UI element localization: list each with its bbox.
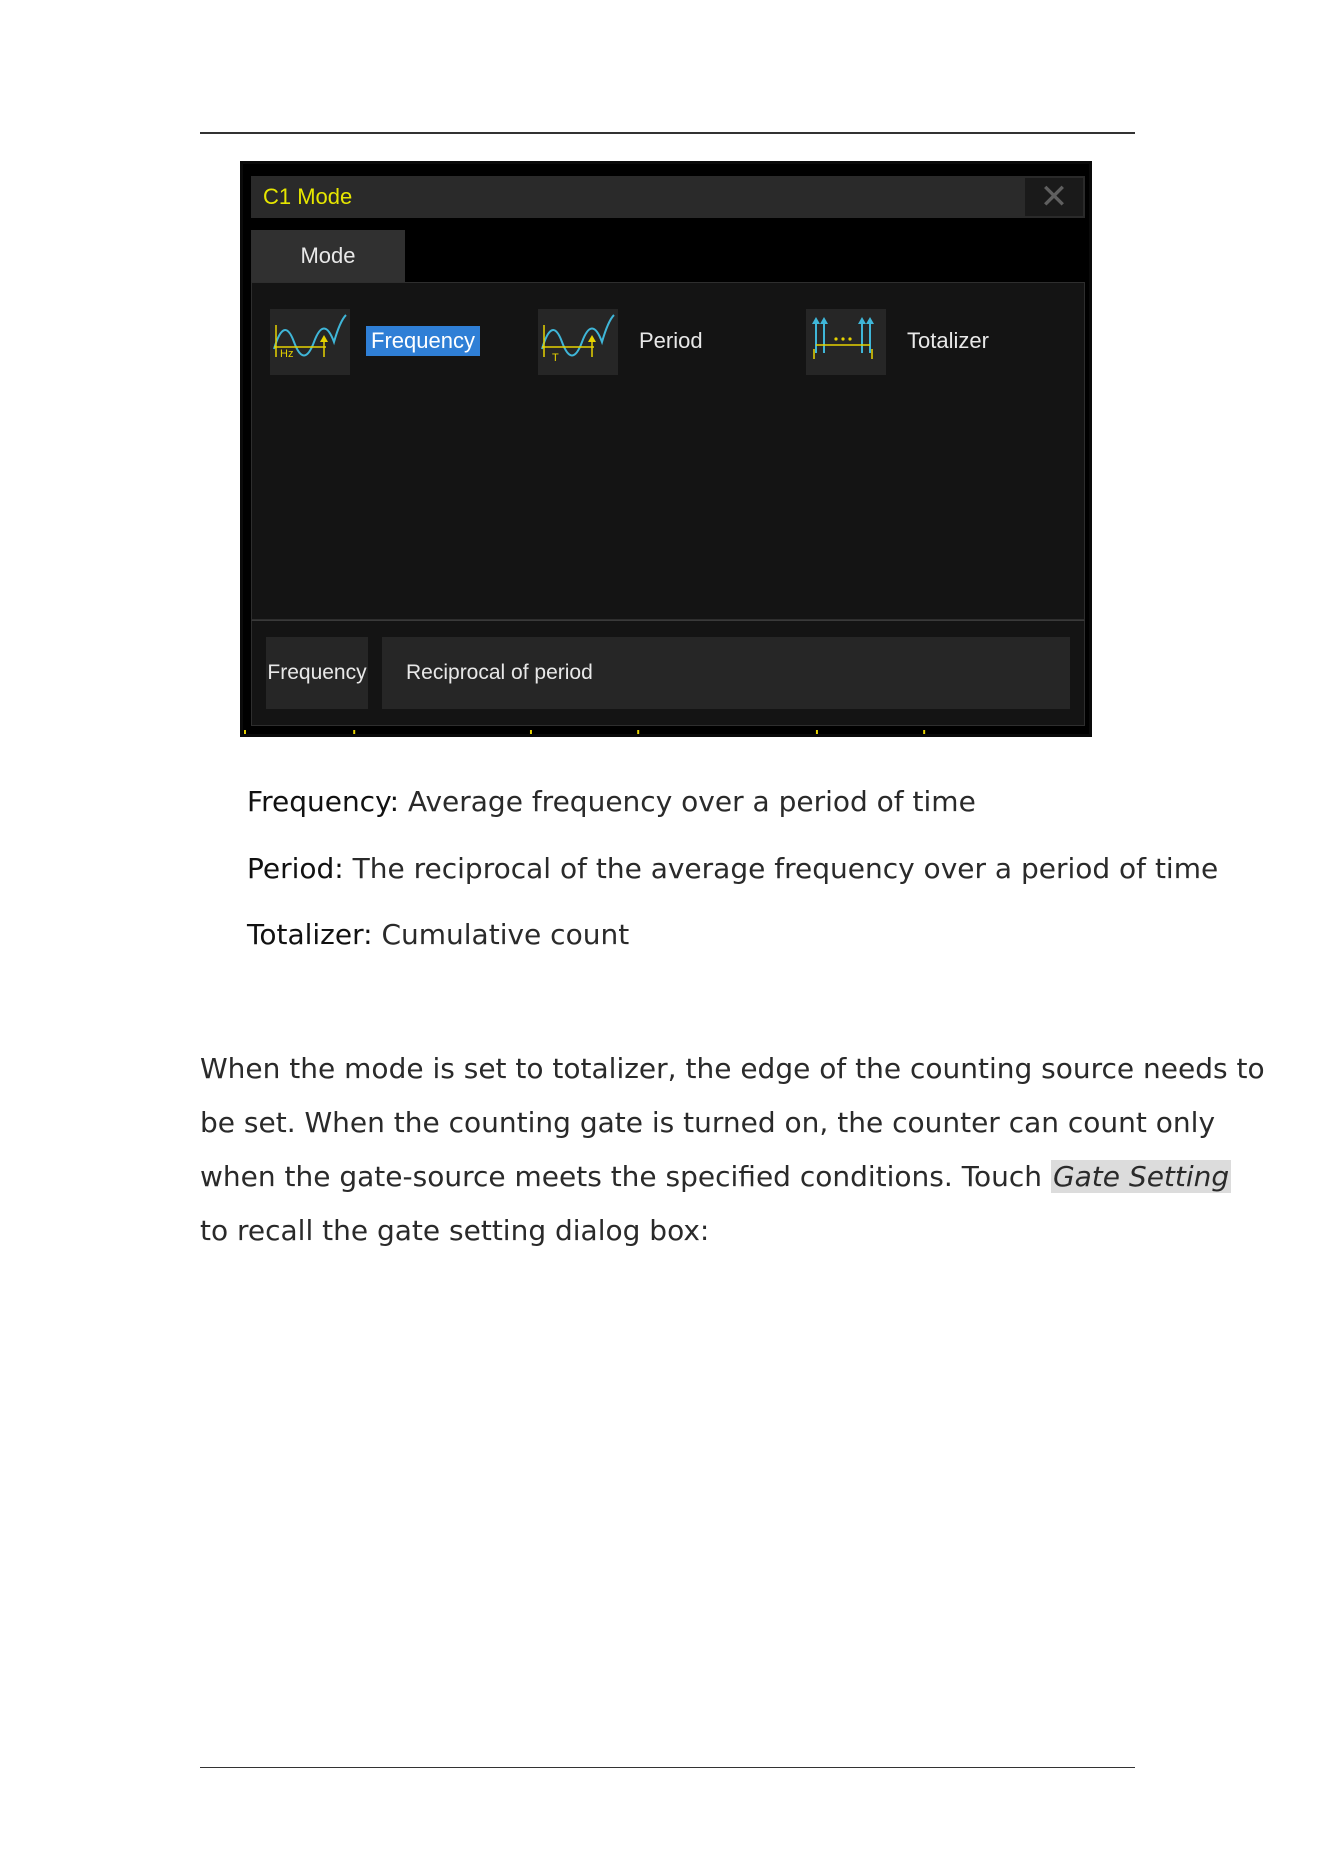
- paragraph-line: be set. When the counting gate is turned on, the counter can count only: [200, 1106, 1216, 1139]
- paragraph-line: [200, 1160, 1230, 1193]
- tab-mode[interactable]: Mode: [251, 230, 405, 282]
- definition-term: Frequency:: [247, 785, 400, 818]
- definition-text: Average frequency over a period of time: [399, 785, 976, 818]
- mode-option-totalizer[interactable]: [806, 309, 1046, 375]
- frequency-icon-text: Hz: [280, 348, 294, 360]
- mode-label-totalizer: Totalizer: [907, 328, 989, 353]
- description-panel: [251, 620, 1085, 726]
- definition-text: The reciprocal of the average frequency over a period of time: [343, 852, 1219, 885]
- frequency-wave-icon: [270, 309, 350, 375]
- period-icon-text: T: [552, 352, 559, 364]
- description-box: [382, 637, 1070, 709]
- mode-label-frequency: Frequency: [366, 326, 480, 356]
- description-text: Reciprocal of period: [406, 661, 593, 684]
- close-button[interactable]: [1025, 178, 1083, 216]
- mode-option-frequency[interactable]: [270, 309, 510, 375]
- definition-totalizer: [247, 918, 629, 951]
- footer-rule: [200, 1767, 1135, 1768]
- waveform-ticks-strip: [243, 730, 1089, 734]
- close-icon: ✕: [1039, 178, 1069, 216]
- definition-text: Cumulative count: [372, 918, 630, 951]
- mode-option-period[interactable]: [538, 309, 778, 375]
- header-rule: [200, 132, 1135, 134]
- definition-frequency: [247, 785, 976, 818]
- definition-period: [247, 852, 1218, 885]
- definition-term: Totalizer:: [247, 918, 373, 951]
- paragraph-line: When the mode is set to totalizer, the edge of the counting source needs to: [200, 1052, 1265, 1085]
- c1-mode-dialog-screenshot: [240, 161, 1092, 737]
- definition-term: Period:: [247, 852, 344, 885]
- dialog-title: C1 Mode: [263, 184, 353, 209]
- paragraph-text: when the gate-source meets the specified conditions. Touch: [200, 1160, 1051, 1193]
- paragraph-line: to recall the gate setting dialog box:: [200, 1214, 710, 1247]
- period-wave-icon: [538, 309, 618, 375]
- dialog-header: [251, 176, 1085, 218]
- mode-options-panel: [251, 282, 1085, 620]
- totalizer-pulse-icon: [806, 309, 886, 375]
- mode-label-period: Period: [639, 328, 703, 353]
- gate-setting-link[interactable]: Gate Setting: [1052, 1160, 1230, 1193]
- description-name: Frequency: [266, 637, 368, 709]
